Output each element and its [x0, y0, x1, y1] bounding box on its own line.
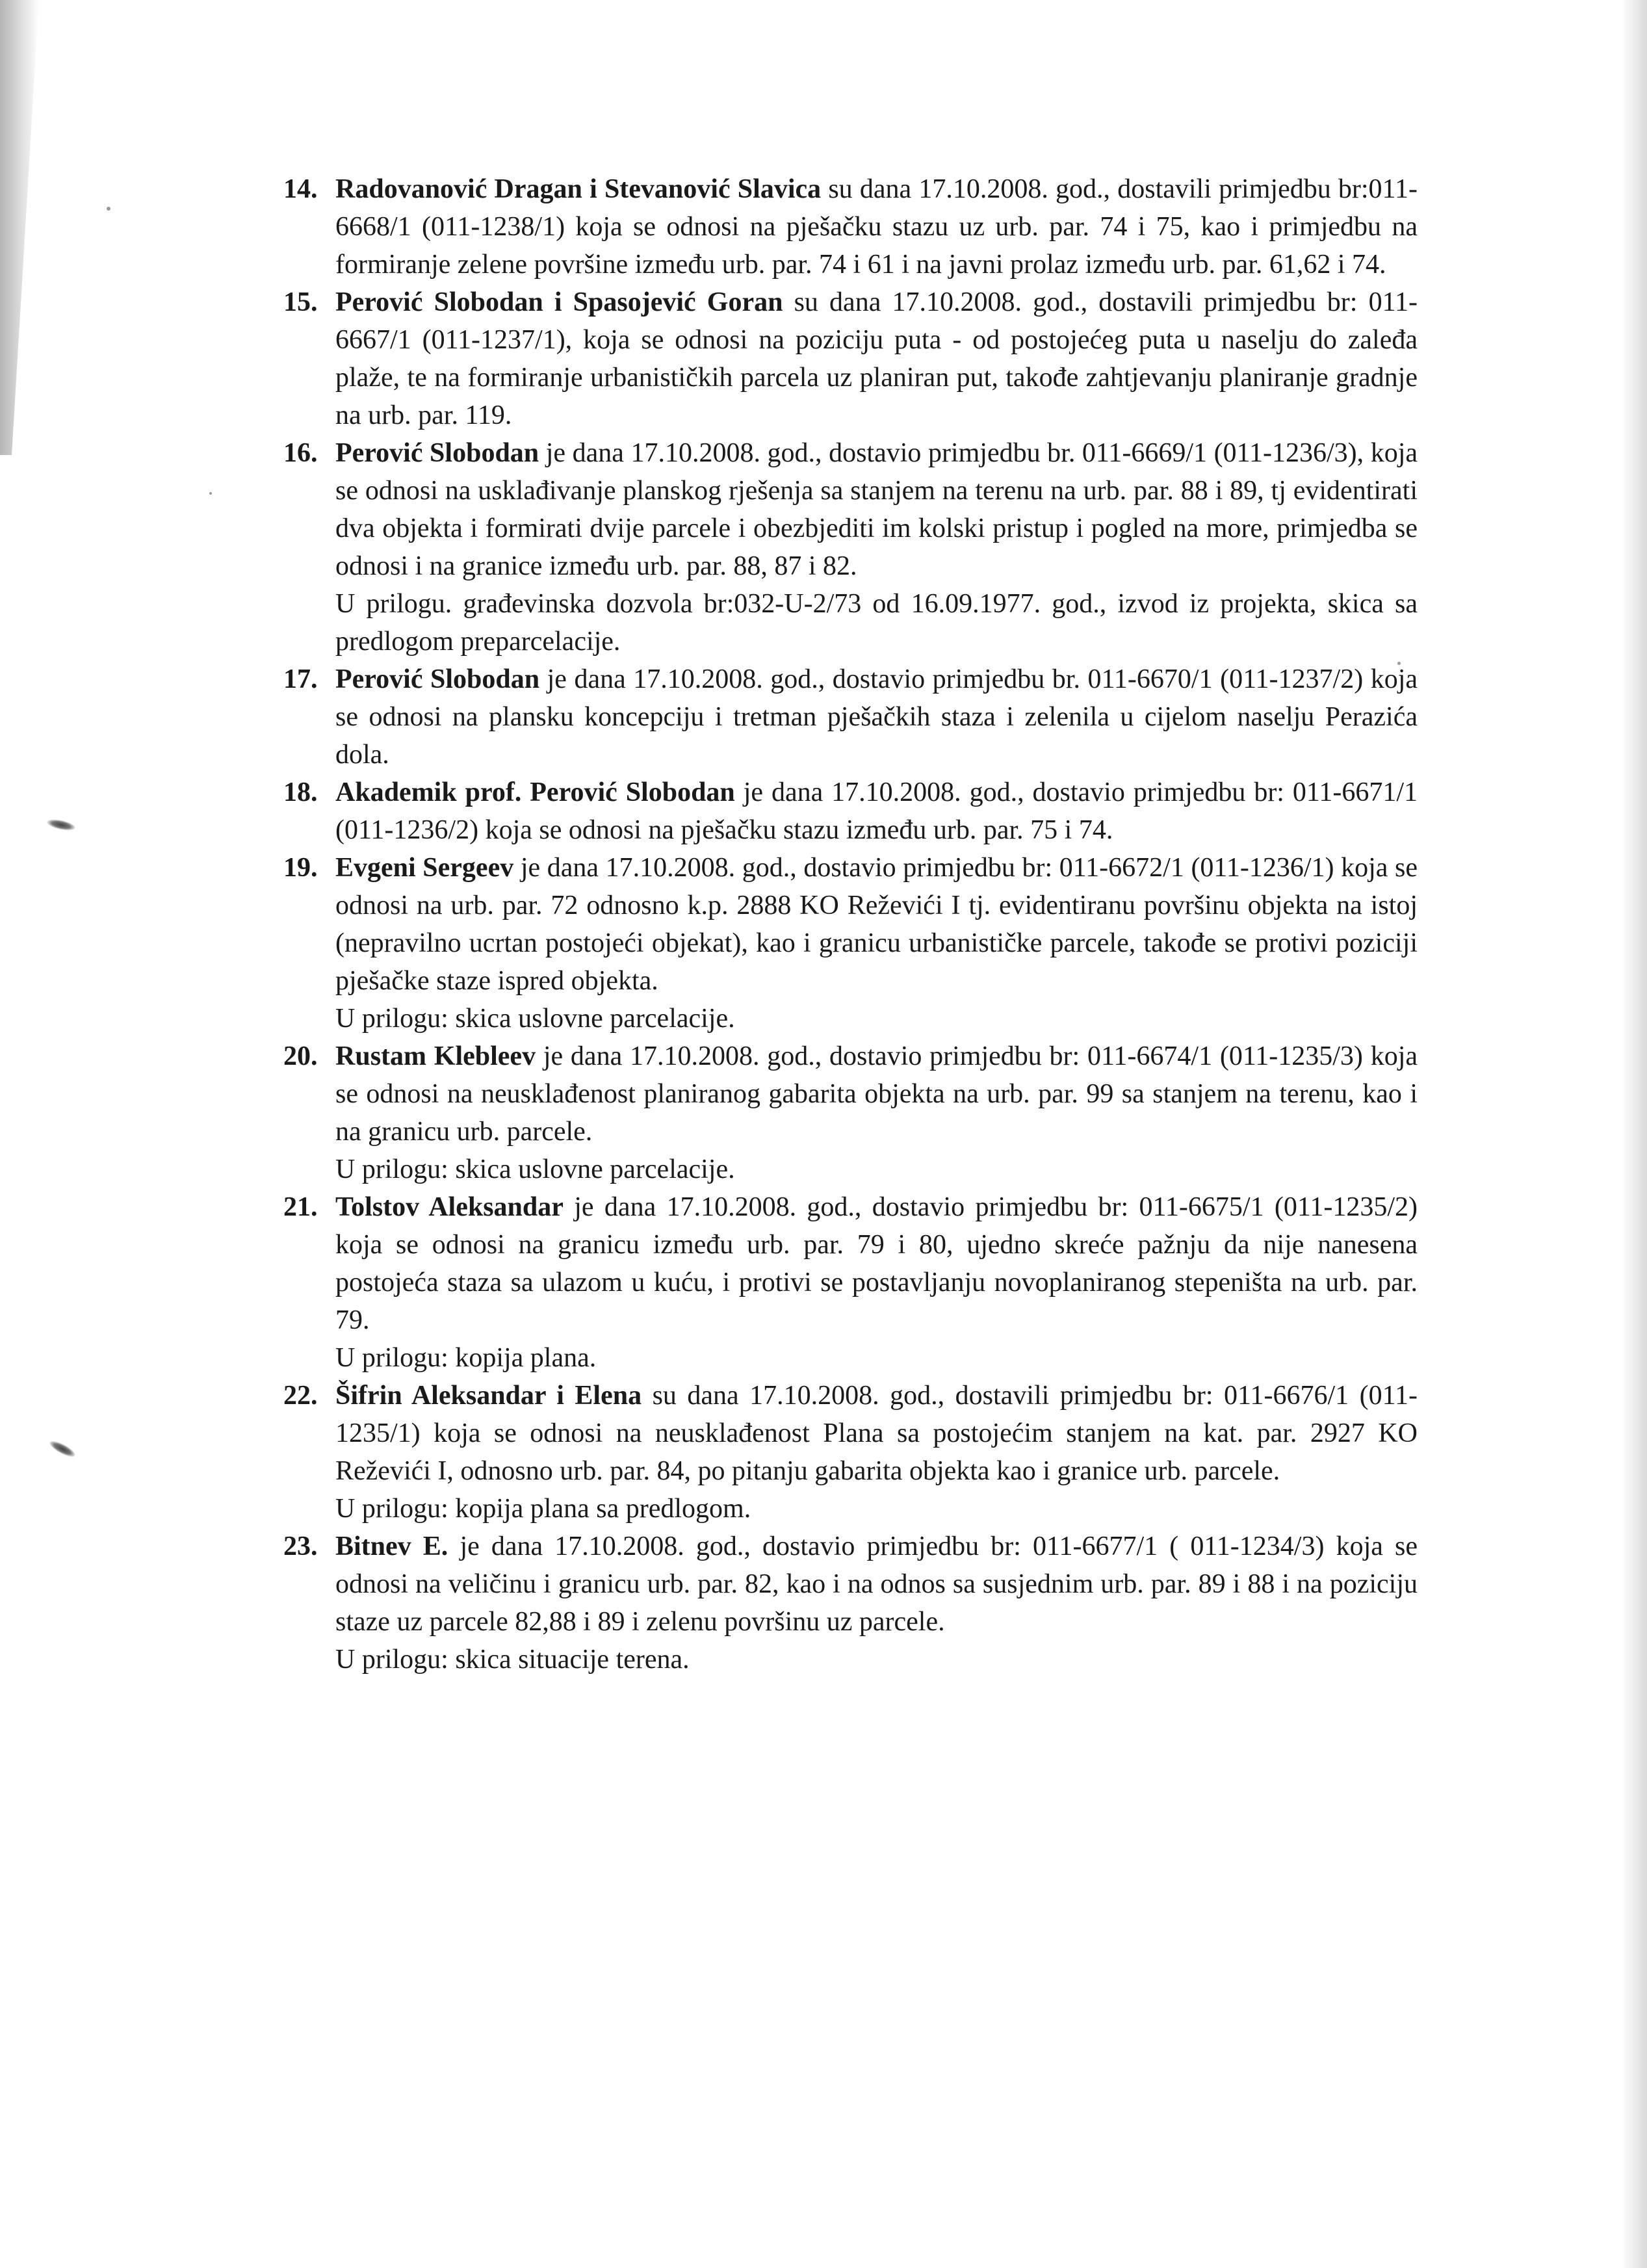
document-body [283, 170, 1418, 1678]
scan-speck [107, 207, 110, 211]
scan-speck [209, 492, 212, 495]
item-text: je dana 17.10.2008. god., dostavio primjedbu br. 011-6669/1 (011-1236/3), koja se odnosi na usklađivanje planskog rješenja sa stanjem na terenu na urb. par. 88 i 89, tj evidentirati dva objekta i formirati dvije parcele i obezbjediti im kolski pristup i pogled na more, primjedba se odnosi i na granice između urb. par. 88, 87 i 82. [335, 438, 1418, 581]
item-text: je dana 17.10.2008. god., dostavio primjedbu br: 011-6671/1 (011-1236/2) koja se odnosi na pješačku stazu između urb. par. 75 i 74. [335, 777, 1418, 845]
item-text: je dana 17.10.2008. god., dostavio primjedbu br: 011-6674/1 (011-1235/3) koja se odnosi na neusklađenost planiranog gabarita objekta na urb. par. 99 sa stanjem na terenu, kao i na granicu urb. parcele. [335, 1041, 1418, 1147]
list-item [283, 774, 1418, 849]
submitter-name: Perović Slobodan i Spasojević Goran [335, 287, 783, 317]
submitter-name: Bitnev E. [335, 1532, 448, 1561]
item-text: je dana 17.10.2008. god., dostavio primjedbu br: 011-6672/1 (011-1236/1) koja se odnosi na urb. par. 72 odnosno k.p. 2888 KO Reževići I tj. evidentiranu površinu objekta na istoj (nepravilno ucrtan postojeći objekat), kao i granicu urbanističke parcele, takođe se protivi poziciji pješačke staze ispred objekta. [335, 853, 1418, 996]
list-item [283, 1377, 1418, 1528]
item-number: 21. [283, 1192, 318, 1222]
item-text: su dana 17.10.2008. god., dostavili primjedbu br: 011-6667/1 (011-1237/1), koja se odnosi na poziciju puta - od postojećeg puta u naselju do zaleđa plaže, te na formiranje urbanističkih parcela uz planiran put, takođe zahtjevanju planiranje gradnje na urb. par. 119. [335, 287, 1418, 430]
attachment-note: U prilogu: skica uslovne parcelacije. [335, 1004, 735, 1034]
item-number: 14. [283, 174, 318, 204]
scan-mark [47, 1438, 77, 1459]
scan-edge-shadow-right [1621, 0, 1647, 2268]
list-item [283, 660, 1418, 774]
list-item [283, 1188, 1418, 1377]
submitter-name: Šifrin Aleksandar i Elena [335, 1381, 642, 1411]
item-text: su dana 17.10.2008. god., dostavili primjedbu br:011-6668/1 (011-1238/1) koja se odnosi na pješačku stazu uz urb. par. 74 i 75, kao i primjedbu na formiranje zelene površine između urb. par. 74 i 61 i na javni prolaz između urb. par. 61,62 i 74. [335, 174, 1418, 280]
submitter-name: Evgeni Sergeev [335, 853, 514, 883]
item-number: 18. [283, 777, 318, 807]
item-number: 17. [283, 664, 318, 694]
item-text: je dana 17.10.2008. god., dostavio primjedbu br. 011-6670/1 (011-1237/2) koja se odnosi na plansku koncepciju i tretman pješačkih staza i zelenila u cijelom naselju Perazića dola. [335, 664, 1418, 770]
item-number: 16. [283, 438, 318, 468]
attachment-note: U prilogu: skica situacije terena. [335, 1645, 690, 1675]
list-item [283, 170, 1418, 283]
list-item [283, 1528, 1418, 1678]
item-text: je dana 17.10.2008. god., dostavio primjedbu br: 011-6675/1 (011-1235/2) koja se odnosi na granicu između urb. par. 79 i 80, ujedno skreće pažnju da nije nanesena postojeća staza sa ulazom u kuću, i protivi se postavljanju novoplaniranog stepeništa na urb. par. 79. [335, 1192, 1418, 1335]
item-number: 19. [283, 853, 318, 883]
submitter-name: Tolstov Aleksandar [335, 1192, 564, 1222]
item-number: 22. [283, 1381, 318, 1411]
item-number: 23. [283, 1532, 318, 1561]
list-item [283, 283, 1418, 434]
item-text: je dana 17.10.2008. god., dostavio primjedbu br: 011-6677/1 ( 011-1234/3) koja se odnosi na veličinu i granicu urb. par. 82, kao i na odnos sa susjednim urb. par. 89 i 88 i na poziciju staze uz parcele 82,88 i 89 i zelenu površinu uz parcele. [335, 1532, 1418, 1637]
scan-edge-shadow-left [0, 0, 39, 455]
item-number: 15. [283, 287, 318, 317]
attachment-note: U prilogu: kopija plana. [335, 1343, 597, 1373]
submitter-name: Radovanović Dragan i Stevanović Slavica [335, 174, 822, 204]
list-item [283, 1037, 1418, 1188]
attachment-note: U prilogu. građevinska dozvola br:032-U-2/73 od 16.09.1977. god., izvod iz projekta, skica sa predlogom preparcelacije. [335, 589, 1418, 657]
list-item [283, 434, 1418, 660]
item-text: su dana 17.10.2008. god., dostavili primjedbu br: 011-6676/1 (011-1235/1) koja se odnosi na neusklađenost Plana sa postojećim stanjem na kat. par. 2927 KO Reževići I, odnosno urb. par. 84, po pitanju gabarita objekta kao i granice urb. parcele. [335, 1381, 1418, 1486]
submitter-name: Perović Slobodan [335, 438, 539, 468]
submitter-name: Perović Slobodan [335, 664, 540, 694]
scan-mark [46, 818, 76, 833]
submitter-name: Akademik prof. Perović Slobodan [335, 777, 735, 807]
attachment-note: U prilogu: kopija plana sa predlogom. [335, 1494, 751, 1524]
attachment-note: U prilogu: skica uslovne parcelacije. [335, 1154, 735, 1184]
item-number: 20. [283, 1041, 318, 1071]
submitter-name: Rustam Klebleev [335, 1041, 536, 1071]
list-item [283, 849, 1418, 1037]
